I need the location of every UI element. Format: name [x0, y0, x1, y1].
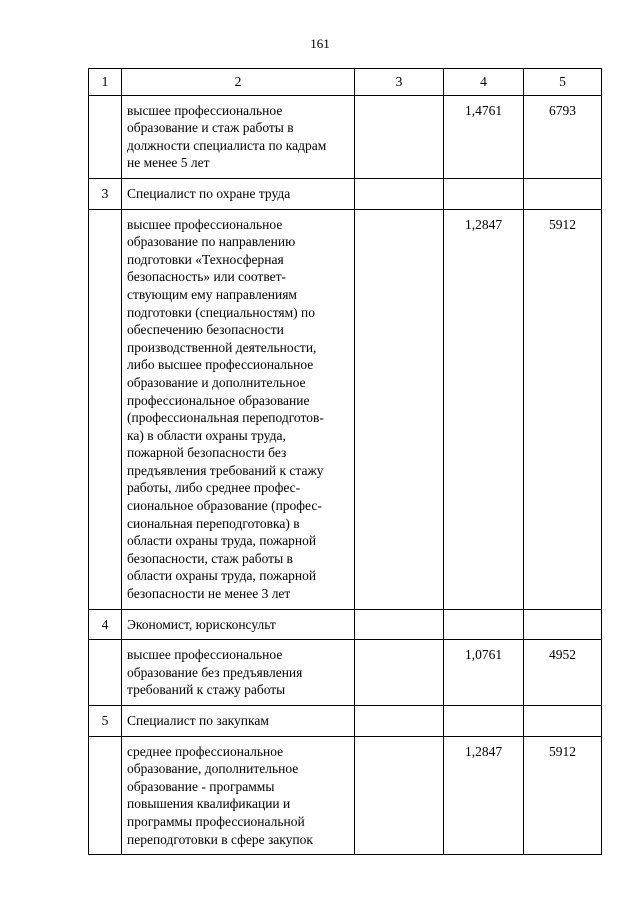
row-position-title: Экономист, юрисконсульт	[122, 609, 355, 640]
row-amount: 6793	[524, 95, 602, 178]
row-number: 5	[89, 706, 122, 737]
row-coefficient: 1,4761	[444, 95, 524, 178]
row-col3	[355, 178, 444, 209]
table-row	[89, 95, 602, 178]
row-amount	[524, 706, 602, 737]
row-number	[89, 736, 122, 855]
row-number: 3	[89, 178, 122, 209]
table-row	[89, 209, 602, 609]
table-row	[89, 609, 602, 640]
table-row	[89, 706, 602, 737]
row-coefficient	[444, 178, 524, 209]
row-col3	[355, 95, 444, 178]
header-cell-5: 5	[524, 69, 602, 96]
row-number: 4	[89, 609, 122, 640]
header-cell-2: 2	[122, 69, 355, 96]
table-header-row	[89, 69, 602, 96]
row-coefficient: 1,0761	[444, 640, 524, 706]
table-row	[89, 640, 602, 706]
table-row	[89, 178, 602, 209]
row-col3	[355, 736, 444, 855]
row-amount: 5912	[524, 736, 602, 855]
header-cell-4: 4	[444, 69, 524, 96]
row-amount: 4952	[524, 640, 602, 706]
row-position-title: Специалист по охране труда	[122, 178, 355, 209]
row-coefficient	[444, 609, 524, 640]
row-coefficient: 1,2847	[444, 736, 524, 855]
page-number: 161	[310, 36, 330, 51]
salary-table	[88, 68, 602, 855]
row-description: высшее профессиональное образование без предъявления требований к стажу работы	[122, 640, 355, 706]
row-number	[89, 95, 122, 178]
row-coefficient: 1,2847	[444, 209, 524, 609]
row-number	[89, 640, 122, 706]
header-cell-1: 1	[89, 69, 122, 96]
row-col3	[355, 609, 444, 640]
row-number	[89, 209, 122, 609]
row-amount: 5912	[524, 209, 602, 609]
row-description: высшее профессиональное образование по направлению подготовки «Техносферная безопасность» или соответ- ствующим ему направлениям подготовки (специальностям) по обеспечению безопасности производственной деятельности, либо высшее профессиональное образование и дополнительное профессиональное образование (профессиональная переподготов- ка) в области охраны труда, пожарной безопасности без предъявления требований к стажу работы, либо среднее профес- сиональное образование (профес- сиональная переподготовка) в области охраны труда, пожарной безопасности, стаж работы в области охраны труда, пожарной безопасности не менее 3 лет	[122, 209, 355, 609]
row-col3	[355, 640, 444, 706]
row-position-title: Специалист по закупкам	[122, 706, 355, 737]
table-row	[89, 736, 602, 855]
row-col3	[355, 209, 444, 609]
row-description: высшее профессиональное образование и стаж работы в должности специалиста по кадрам не менее 5 лет	[122, 95, 355, 178]
row-coefficient	[444, 706, 524, 737]
row-amount	[524, 178, 602, 209]
row-description: среднее профессиональное образование, дополнительное образование - программы повышения квалификации и программы профессиональной переподготовки в сфере закупок	[122, 736, 355, 855]
row-amount	[524, 609, 602, 640]
header-cell-3: 3	[355, 69, 444, 96]
row-col3	[355, 706, 444, 737]
